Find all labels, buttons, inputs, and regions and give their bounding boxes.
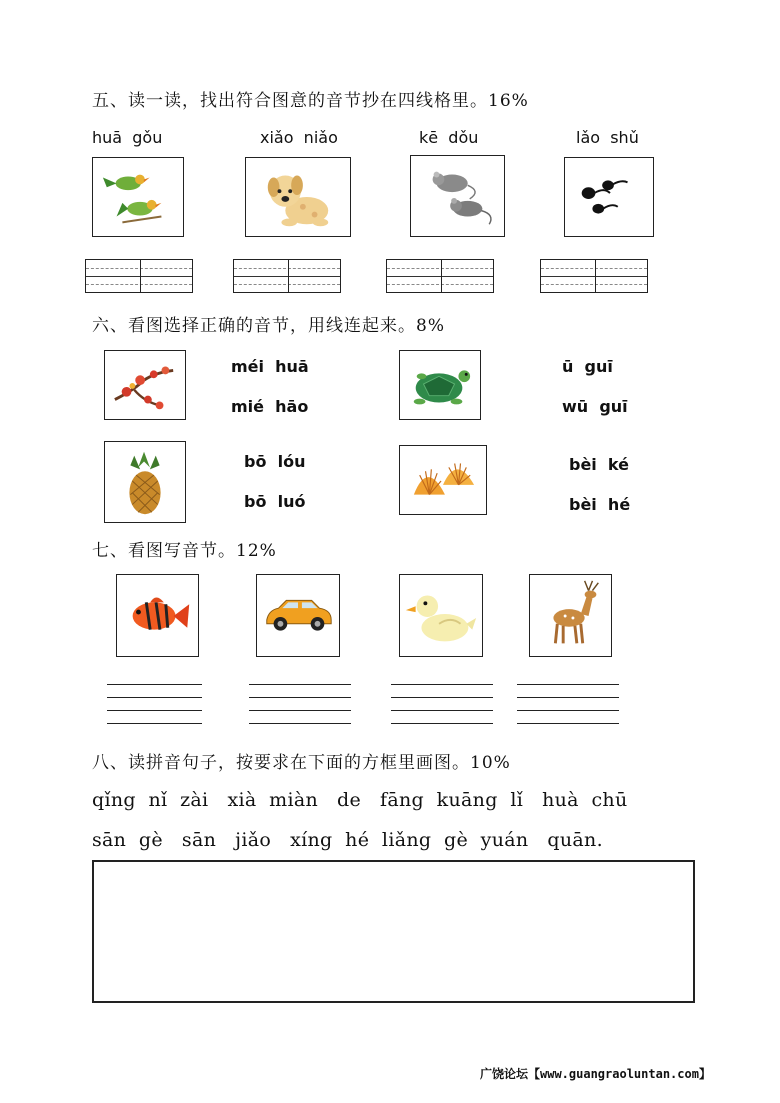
deer-picture	[529, 574, 612, 657]
write-line[interactable]	[249, 684, 351, 685]
write-line[interactable]	[391, 697, 493, 698]
car-picture	[256, 574, 340, 657]
drawing-box[interactable]	[92, 860, 695, 1003]
write-line[interactable]	[107, 697, 202, 698]
syllable-lao-shu: lǎo shǔ	[576, 128, 639, 147]
syllable-xiao-niao: xiǎo niǎo	[260, 128, 338, 147]
option-u-gui[interactable]: ū guī	[562, 357, 613, 376]
pinyin-sentence-line2: sān gè sān jiǎo xíng hé liǎng gè yuán quān.	[92, 829, 603, 851]
section8-heading: 八、读拼音句子，按要求在下面的方框里画图。10%	[92, 753, 511, 773]
section7-heading: 七、看图写音节。12%	[92, 541, 277, 561]
write-line[interactable]	[517, 710, 619, 711]
section6-heading: 六、看图选择正确的音节，用线连起来。8%	[92, 316, 445, 336]
write-line[interactable]	[517, 684, 619, 685]
option-bei-he[interactable]: bèi hé	[569, 495, 631, 514]
write-line[interactable]	[517, 723, 619, 724]
pineapple-picture	[104, 441, 186, 523]
fish-picture	[116, 574, 199, 657]
plum-blossom-picture	[104, 350, 186, 420]
pinyin-sentence-line1: qǐng nǐ zài xià miàn de fāng kuāng lǐ huà chū	[92, 789, 628, 811]
write-line[interactable]	[249, 697, 351, 698]
tadpoles-picture	[564, 157, 654, 237]
birds-picture	[92, 157, 184, 237]
puppy-picture	[245, 157, 351, 237]
write-line[interactable]	[107, 684, 202, 685]
write-line[interactable]	[107, 723, 202, 724]
syllable-ke-dou: kē dǒu	[419, 128, 479, 147]
write-line[interactable]	[391, 684, 493, 685]
shells-picture	[399, 445, 487, 515]
writing-grid-4[interactable]	[540, 259, 648, 293]
option-bo-lou[interactable]: bō lóu	[244, 452, 306, 471]
syllable-hua-gou: huā gǒu	[92, 128, 163, 147]
option-wu-gui[interactable]: wū guī	[562, 397, 628, 416]
footer-watermark: 广饶论坛【www.guangraoluntan.com】	[480, 1067, 711, 1081]
mice-picture	[410, 155, 505, 237]
write-line[interactable]	[249, 710, 351, 711]
turtle-picture	[399, 350, 481, 420]
write-line[interactable]	[391, 710, 493, 711]
option-mei-hua[interactable]: méi huā	[231, 357, 309, 376]
writing-grid-1[interactable]	[85, 259, 193, 293]
write-line[interactable]	[249, 723, 351, 724]
write-line[interactable]	[107, 710, 202, 711]
writing-grid-2[interactable]	[233, 259, 341, 293]
option-mie-hao[interactable]: mié hāo	[231, 397, 309, 416]
write-line[interactable]	[391, 723, 493, 724]
duck-picture	[399, 574, 483, 657]
option-bo-luo[interactable]: bō luó	[244, 492, 306, 511]
writing-grid-3[interactable]	[386, 259, 494, 293]
section5-heading: 五、读一读，找出符合图意的音节抄在四线格里。16%	[92, 91, 529, 111]
write-line[interactable]	[517, 697, 619, 698]
option-bei-ke[interactable]: bèi ké	[569, 455, 629, 474]
